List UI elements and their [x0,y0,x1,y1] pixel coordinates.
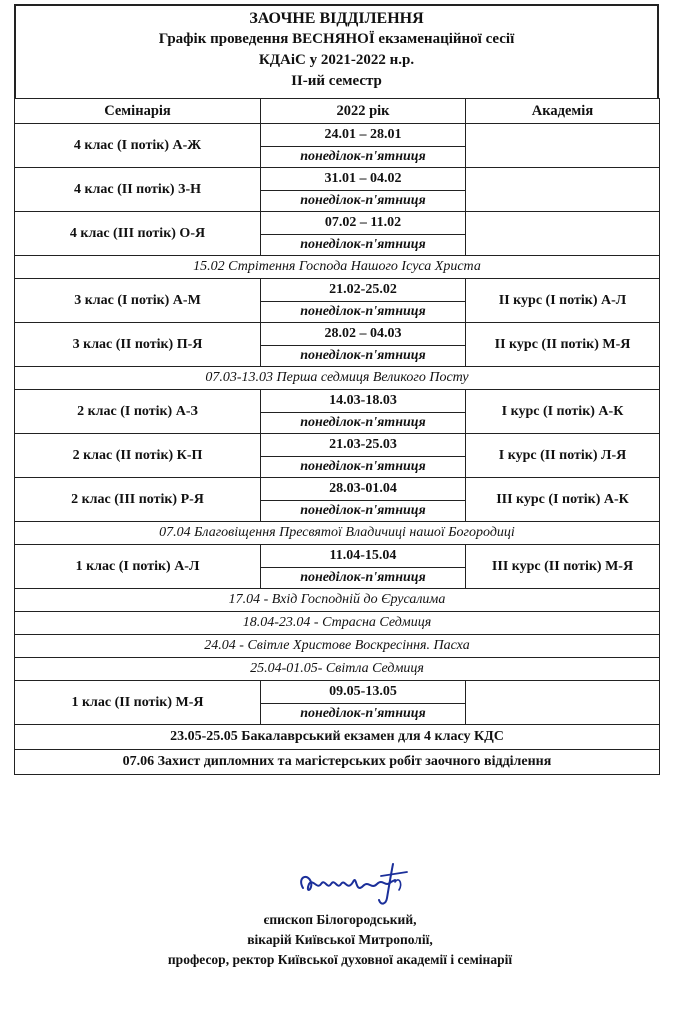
schedule-row [15,434,660,457]
weekdays-cell: понеділок-п'ятниця [261,501,466,522]
schedule-row [15,124,660,147]
schedule-row [15,545,660,568]
seminary-group-cell: 4 клас (I потік) А-Ж [15,124,261,168]
summary-text: 23.05-25.05 Бакалаврський екзамен для 4 класу КДС [15,725,660,750]
holiday-text: 17.04 - Вхід Господній до Єрусалима [15,589,660,612]
weekdays-cell: понеділок-п'ятниця [261,413,466,434]
holiday-text: 07.03-13.03 Перша седмиця Великого Посту [15,367,660,390]
weekdays-cell: понеділок-п'ятниця [261,191,466,212]
holiday-text: 24.04 - Світле Христове Воскресіння. Пасха [15,635,660,658]
table-header-row [15,99,660,124]
signatory-line-1: єпископ Білогородський, [263,912,417,927]
column-header-academy: Академія [466,99,660,124]
holiday-text: 25.04-01.05- Світла Седмиця [15,658,660,681]
schedule-row [15,681,660,704]
academy-group-cell [466,124,660,168]
schedule-row [15,279,660,302]
academy-group-cell: III курс (II потік) М-Я [466,545,660,589]
column-header-seminary: Семінарія [15,99,261,124]
document-header [14,4,659,98]
academy-group-cell: II курс (I потік) А-Л [466,279,660,323]
signature [295,860,415,910]
schedule-row [15,390,660,413]
column-header-year: 2022 рік [261,99,466,124]
weekdays-cell: понеділок-п'ятниця [261,235,466,256]
summary-row [15,725,660,750]
signatory-line-2: вікарій Київської Митрополії, [247,932,433,947]
schedule-document [14,4,659,775]
academy-group-cell [466,168,660,212]
weekdays-cell: понеділок-п'ятниця [261,568,466,589]
date-range-cell: 28.02 – 04.03 [261,323,466,346]
date-range-cell: 14.03-18.03 [261,390,466,413]
date-range-cell: 21.02-25.02 [261,279,466,302]
holiday-row [15,658,660,681]
weekdays-cell: понеділок-п'ятниця [261,346,466,367]
header-department: ЗАОЧНЕ ВІДДІЛЕННЯ [249,10,424,27]
academy-group-cell: II курс (II потік) М-Я [466,323,660,367]
seminary-group-cell: 1 клас (I потік) А-Л [15,545,261,589]
date-range-cell: 28.03-01.04 [261,478,466,501]
weekdays-cell: понеділок-п'ятниця [261,302,466,323]
summary-text: 07.06 Захист дипломних та магістерських робіт заочного відділення [15,750,660,775]
date-range-cell: 09.05-13.05 [261,681,466,704]
holiday-row [15,612,660,635]
holiday-text: 07.04 Благовіщення Пресвятої Владичиці нашої Богородиці [15,522,660,545]
seminary-group-cell: 4 клас (II потік) З-Н [15,168,261,212]
schedule-row [15,212,660,235]
seminary-group-cell: 3 клас (II потік) П-Я [15,323,261,367]
header-title: Графік проведення ВЕСНЯНОЇ екзаменаційної сесії [158,31,515,47]
academy-group-cell: I курс (II потік) Л-Я [466,434,660,478]
header-institution: КДАіС у 2021-2022 н.р. [258,52,415,68]
holiday-row [15,256,660,279]
holiday-row [15,522,660,545]
seminary-group-cell: 2 клас (II потік) К-П [15,434,261,478]
academy-group-cell: III курс (I потік) А-К [466,478,660,522]
seminary-group-cell: 4 клас (III потік) О-Я [15,212,261,256]
signatory-line-3: професор, ректор Київської духовної академії і семінарії [167,952,513,967]
weekdays-cell: понеділок-п'ятниця [261,704,466,725]
schedule-row [15,168,660,191]
schedule-table [14,98,660,775]
weekdays-cell: понеділок-п'ятниця [261,457,466,478]
weekdays-cell: понеділок-п'ятниця [261,147,466,168]
date-range-cell: 11.04-15.04 [261,545,466,568]
seminary-group-cell: 2 клас (I потік) А-З [15,390,261,434]
holiday-row [15,635,660,658]
schedule-row [15,323,660,346]
signatory-block [110,910,570,970]
academy-group-cell [466,681,660,725]
summary-row [15,750,660,775]
date-range-cell: 07.02 – 11.02 [261,212,466,235]
date-range-cell: 24.01 – 28.01 [261,124,466,147]
seminary-group-cell: 2 клас (III потік) Р-Я [15,478,261,522]
holiday-row [15,367,660,390]
header-semester: ІІ-ий семестр [291,73,382,89]
holiday-row [15,589,660,612]
schedule-row [15,478,660,501]
seminary-group-cell: 1 клас (II потік) М-Я [15,681,261,725]
date-range-cell: 21.03-25.03 [261,434,466,457]
holiday-text: 18.04-23.04 - Страсна Седмиця [15,612,660,635]
date-range-cell: 31.01 – 04.02 [261,168,466,191]
holiday-text: 15.02 Стрітення Господа Нашого Ісуса Христа [15,256,660,279]
academy-group-cell [466,212,660,256]
academy-group-cell: I курс (I потік) А-К [466,390,660,434]
seminary-group-cell: 3 клас (I потік) А-М [15,279,261,323]
